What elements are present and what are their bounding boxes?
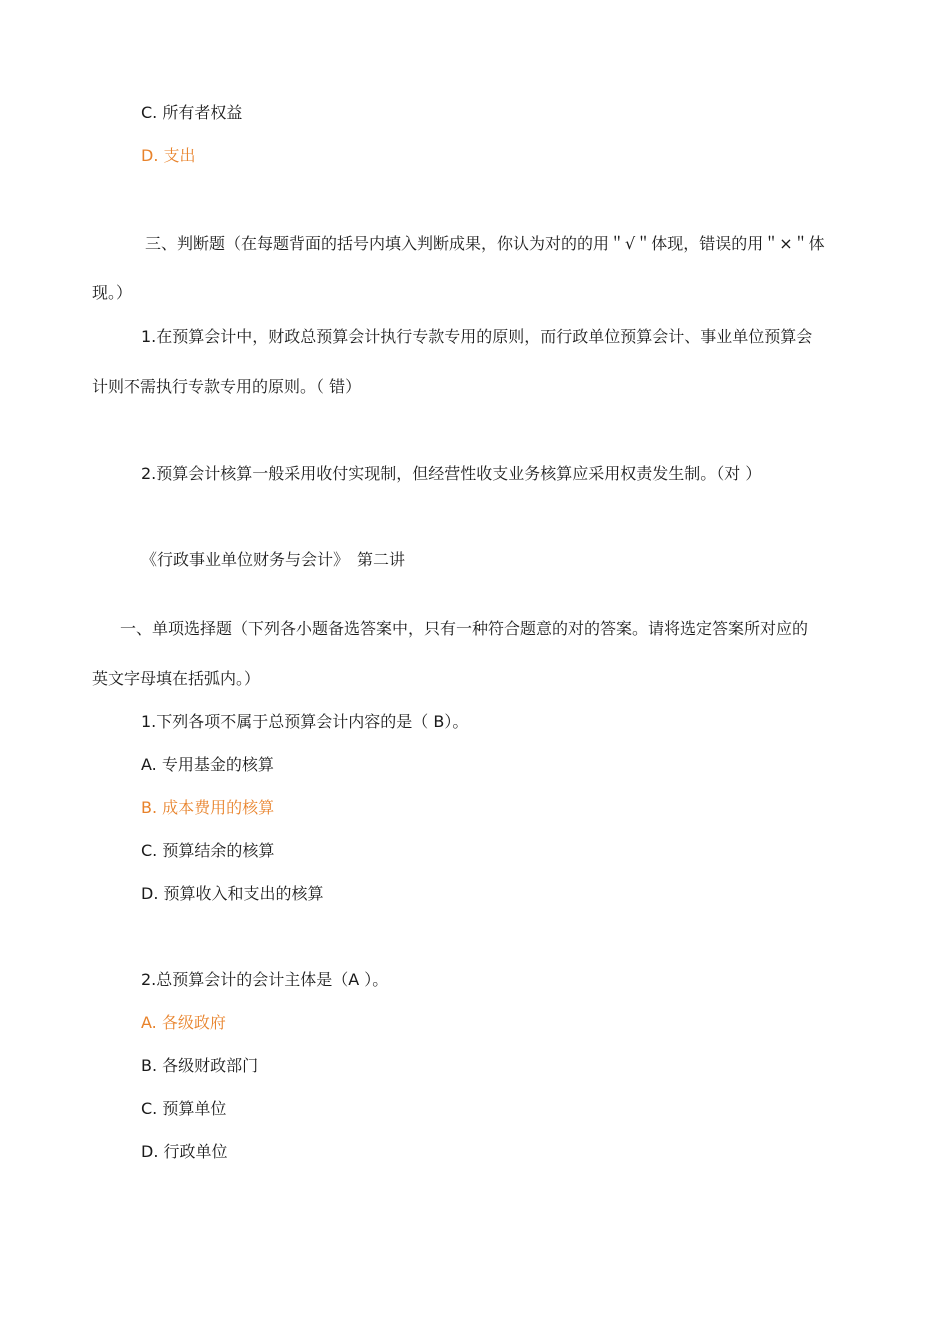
option-c: C. 所有者权益 bbox=[141, 103, 243, 122]
judgment-question-1: 1.在预算会计中，财政总预算会计执行专款专用的原则，而行政单位预算会计、事业单位预算会 bbox=[141, 327, 813, 346]
q2-option-b: B. 各级财政部门 bbox=[141, 1056, 259, 1075]
judgment-question-1-cont: 计则不需执行专款专用的原则。（ 错） bbox=[92, 377, 362, 396]
option-d-answer: D. 支出 bbox=[141, 146, 196, 165]
choice-question-1: 1.下列各项不属于总预算会计内容的是（ B）。 bbox=[141, 712, 469, 731]
q2-option-c: C. 预算单位 bbox=[141, 1099, 227, 1118]
judgment-question-2: 2.预算会计核算一般采用收付实现制，但经营性收支业务核算应采用权责发生制。（对 ） bbox=[141, 464, 762, 483]
section-heading-judgment-cont: 现。） bbox=[92, 283, 133, 302]
q1-option-b-answer: B. 成本费用的核算 bbox=[141, 798, 275, 817]
section-heading-single-choice-cont: 英文字母填在括弧内。） bbox=[92, 669, 261, 688]
section-heading-single-choice: 一、单项选择题（下列各小题备选答案中，只有一种符合题意的对的答案。请将选定答案所对应的 bbox=[120, 619, 809, 638]
q1-option-d: D. 预算收入和支出的核算 bbox=[141, 884, 324, 903]
q1-option-a: A. 专用基金的核算 bbox=[141, 755, 274, 774]
q1-option-c: C. 预算结余的核算 bbox=[141, 841, 275, 860]
q2-option-a-answer: A. 各级政府 bbox=[141, 1013, 226, 1032]
section-heading-judgment: 三、判断题（在每题背面的括号内填入判断成果，你认为对的的用＂√＂体现，错误的用＂×＂体 bbox=[145, 234, 825, 253]
q2-option-d: D. 行政单位 bbox=[141, 1142, 228, 1161]
choice-question-2: 2.总预算会计的会计主体是（A ）。 bbox=[141, 970, 389, 989]
lecture-title: 《行政事业单位财务与会计》 第二讲 bbox=[141, 550, 406, 569]
